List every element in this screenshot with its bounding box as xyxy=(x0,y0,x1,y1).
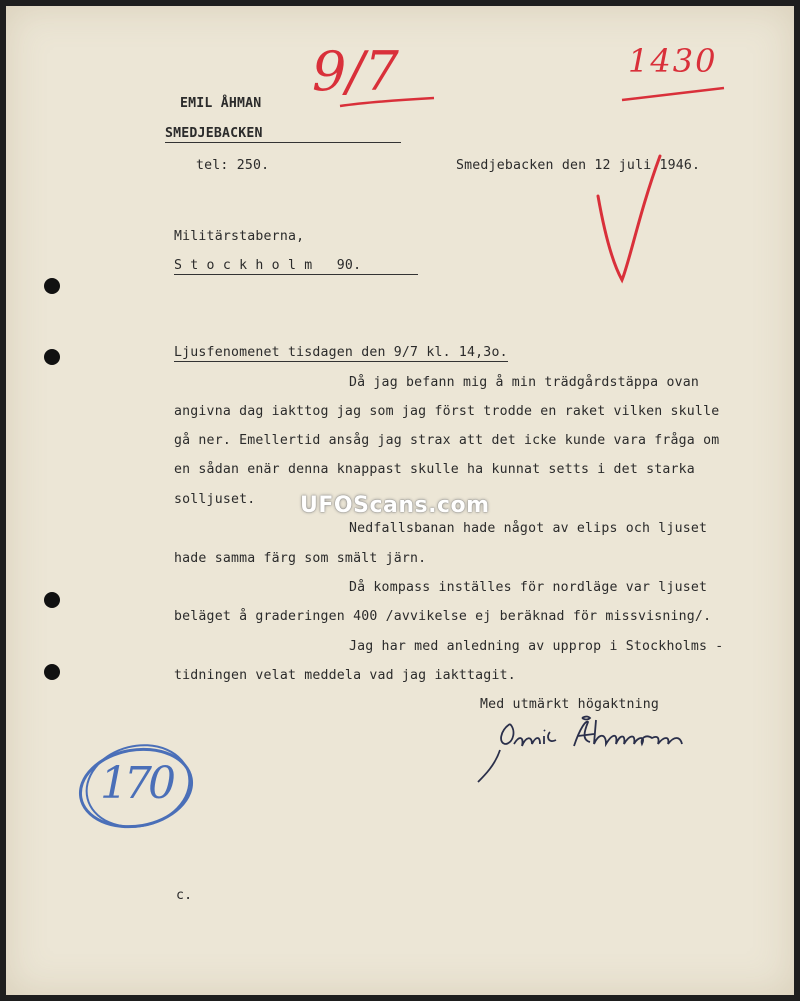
recipient-city: S t o c k h o l m 90. xyxy=(174,258,418,275)
signature xyxy=(470,710,710,790)
body-line: Jag har med anledning av upprop i Stockholms - xyxy=(349,639,724,654)
sender-phone: tel: 250. xyxy=(196,158,270,173)
watermark: UFOScans.com xyxy=(300,493,490,518)
body-line: Då jag befann mig å min trädgårdstäppa ovan xyxy=(349,375,700,390)
red-time-annotation: 1430 xyxy=(628,42,718,80)
sender-town: SMEDJEBACKEN xyxy=(165,126,401,143)
body-line: gå ner. Emellertid ansåg jag strax att det icke kunde vara fråga om xyxy=(174,433,720,448)
body-line: Då kompass inställes för nordläge var ljuset xyxy=(349,580,708,595)
punch-hole xyxy=(44,278,60,294)
body-line: beläget å graderingen 400 /avvikelse ej beräknad för missvisning/. xyxy=(174,609,712,624)
recipient-name: Militärstaberna, xyxy=(174,229,305,244)
punch-hole xyxy=(44,664,60,680)
red-date-annotation: 9/7 xyxy=(312,40,399,103)
body-line: solljuset. xyxy=(174,492,256,507)
closing: Med utmärkt högaktning xyxy=(480,697,660,712)
subject-line: Ljusfenomenet tisdagen den 9/7 kl. 14,3o. xyxy=(174,345,508,360)
body-line: hade samma färg som smält järn. xyxy=(174,551,427,566)
body-line: tidningen velat meddela vad jag iakttagit. xyxy=(174,668,516,683)
red-underline xyxy=(338,96,438,110)
punch-hole xyxy=(44,349,60,365)
body-line: angivna dag iakttog jag som jag först trodde en raket vilken skulle xyxy=(174,404,720,419)
copy-mark: c. xyxy=(176,888,193,903)
body-line: Nedfallsbanan hade något av elips och ljuset xyxy=(349,521,708,536)
blue-number-annotation: 170 xyxy=(100,758,172,809)
body-line: en sådan enär denna knappast skulle ha kunnat setts i det starka xyxy=(174,462,695,477)
red-underline xyxy=(618,84,728,104)
place-date: Smedjebacken den 12 juli 1946. xyxy=(456,158,701,173)
punch-hole xyxy=(44,592,60,608)
red-check-mark xyxy=(590,150,680,290)
sender-name: EMIL ÅHMAN xyxy=(180,96,262,111)
